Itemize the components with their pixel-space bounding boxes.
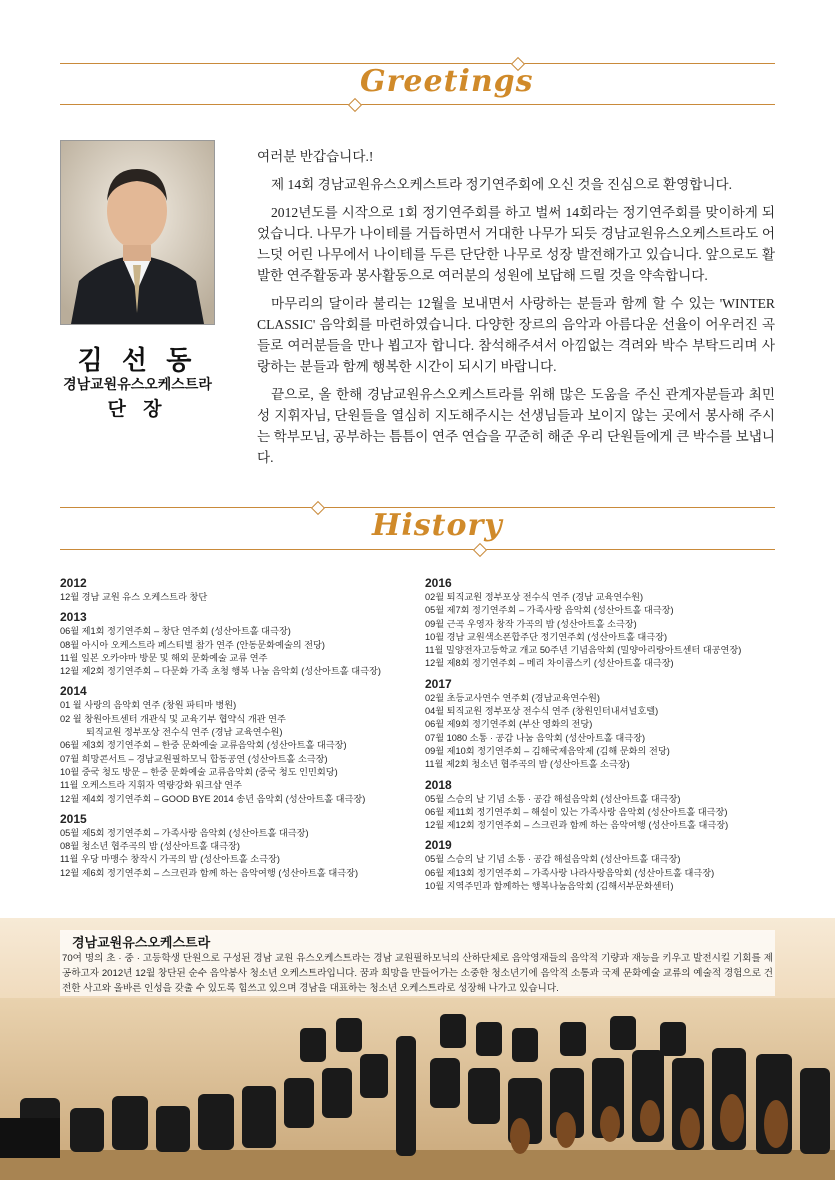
history-item: 05월 제5회 정기연주회 – 가족사랑 음악회 (성산아트홀 대극장): [60, 827, 309, 838]
greeting-paragraph: 제 14회 경남교원유스오케스트라 정기연주회에 오신 것을 진심으로 환영합니다.: [271, 177, 732, 192]
director-portrait: [60, 140, 215, 325]
greetings-bottom-rule: [60, 104, 775, 105]
history-item: 10월 중국 청도 방문 – 한중 문화예술 교류음악회 (중국 청도 인민회당): [60, 766, 338, 777]
history-item: 09월 제10회 정기연주회 – 김해국제음악제 (김해 문화의 전당): [425, 745, 670, 756]
history-year: 2017: [425, 676, 452, 691]
history-item: 08월 청소년 협주곡의 밤 (성산아트홀 대극장): [60, 841, 240, 852]
history-bottom-rule: [60, 549, 775, 550]
history-title: History: [372, 508, 503, 543]
history-item: 02월 초등교사연수 연주회 (경남교육연수원): [425, 692, 600, 703]
history-item: 11월 우당 마맹수 창작시 가곡의 밤 (성산아트홀 소극장): [60, 854, 280, 865]
history-item: 02 월 창원아트센터 개관식 및 교육기부 협약식 개관 연주: [60, 713, 286, 724]
history-item: 퇴직교원 정부포상 전수식 연주 (경남 교육연수원): [86, 727, 283, 738]
history-item: 02월 퇴직교원 정부포상 전수식 연주 (경남 교육연수원): [425, 592, 644, 602]
history-item: 07월 희망콘서트 – 경남교원필하모닉 합동공연 (성산아트홀 소극장): [60, 753, 328, 764]
diamond-ornament: [348, 98, 362, 112]
history-item: 06월 제3회 정기연주회 – 한중 문화예술 교류음악회 (성산아트홀 대극장): [60, 740, 347, 751]
diamond-ornament: [473, 543, 487, 557]
history-item: 12월 제12회 정기연주회 – 스크린과 함께 하는 음악여행 (성산아트홀 대극장): [425, 820, 729, 831]
greeting-paragraph: 2012년도를 시작으로 1회 정기연주회를 하고 벌써 14회라는 정기연주회를 맞이하게 되었습니다. 나무가 나이테를 거듭하면서 거대한 나무가 되듯 경남교원유스오케스트라도 어느덧 어린 나무에서 나이테를 두른 단단한 나무로 성장 발전해가고 있습니다. 앞으로도 활발한 연주활동과 봉사활동으로 여러분의 성원에 보답해 드릴 것을 약속합니다.: [257, 205, 775, 283]
history-item: 12월 경남 교원 유스 오케스트라 창단: [60, 592, 208, 602]
history-item: 07월 1080 소통 · 공감 나눔 음악회 (성산아트홀 대극장): [425, 732, 646, 743]
history-item: 12월 제2회 정기연주회 – 다문화 가족 초청 행복 나눔 음악회 (성산아트홀 대극장): [60, 666, 381, 677]
about-text: 70여 명의 초 · 중 · 고등학생 단원으로 구성된 경남 교원 유스오케스트라는 경남 교원필하모닉의 산하단체로 음악영재들의 음악적 기량과 재능을 키우고 발전시킬 기회를 제공하고자 2012년 12월 창단된 순수 음악봉사 청소년 오케스트라입니다. 꿈과 희망을 만들어가는 소중한 청소년기에 음악적 소통과 국제 문화예술 교류의 예술적 경험으로 건전한 사고와 올바른 인성을 갖출 수 있도록 힘쓰고 있으며 경남을 대표하는 청소년 오케스트라로 성장해 나가고 있습니다.: [62, 953, 773, 994]
history-item: 06월 제9회 정기연주회 (부산 영화의 전당): [425, 719, 593, 730]
director-organization: 경남교원유스오케스트라: [63, 376, 212, 392]
history-left-column: [60, 576, 420, 880]
history-item: 11월 밀양전자고등학교 개교 50주년 기념음악회 (밀양아리랑아트센터 대공연장): [425, 645, 742, 656]
about-title: 경남교원유스오케스트라: [72, 935, 211, 950]
history-item: 08월 아시아 오케스트라 페스티벌 참가 연주 (안동문화예술의 전당): [60, 639, 325, 650]
history-year: 2018: [425, 777, 452, 792]
history-item: 01 월 사랑의 음악회 연주 (창원 파티마 병원): [60, 700, 237, 711]
history-item: 12월 제4회 정기연주회 – GOOD BYE 2014 송년 음악회 (성산아트홀 대극장): [60, 793, 366, 804]
greeting-paragraph: 여러분 반갑습니다.!: [257, 149, 374, 164]
history-item: 06월 제1회 정기연주회 – 창단 연주회 (성산아트홀 대극장): [60, 626, 291, 637]
history-item: 04월 퇴직교원 정부포상 전수식 연주 (창원인터내셔널호텔): [425, 706, 659, 717]
history-item: 05월 스승의 날 기념 소통 · 공감 해설음악회 (성산아트홀 대극장): [425, 793, 681, 804]
history-item: 12월 제6회 정기연주회 – 스크린과 함께 하는 음악여행 (성산아트홀 대극장): [60, 867, 359, 878]
history-item: 11월 오케스트라 지휘자 역량강화 워크샵 연주: [60, 780, 243, 791]
history-item: 05월 제7회 정기연주회 – 가족사랑 음악회 (성산아트홀 대극장): [425, 605, 674, 616]
history-year: 2019: [425, 838, 452, 853]
history-item: 06월 제11회 정기연주회 – 해설이 있는 가족사랑 음악회 (성산아트홀 대극장): [425, 806, 728, 817]
director-role: 단 장: [107, 399, 168, 420]
history-item: 11월 일본 오카야마 방문 및 해외 문화예술 교류 연주: [60, 652, 268, 663]
history-right-column: [425, 576, 775, 893]
history-item: 05월 스승의 날 기념 소통 · 공감 해설음악회 (성산아트홀 대극장): [425, 854, 681, 865]
history-item: 12월 제8회 정기연주회 – 메리 차이콥스키 (성산아트홀 대극장): [425, 658, 674, 669]
director-name: 김 선 동: [77, 345, 198, 375]
history-year: 2015: [60, 811, 87, 826]
greeting-paragraph: 마무리의 달이라 불리는 12월을 보내면서 사랑하는 분들과 함께 할 수 있는 'WINTER CLASSIC' 음악회를 마련하였습니다. 다양한 장르의 음악과 아름다운 선율이 어우러진 곡들로 여러분들을 만나 뵙고자 합니다. 참석해주셔서 아낌없는 격려와 박수 부탁드리며 사랑하는 분들과 함께 행복한 시간이 되시기 바랍니다.: [257, 296, 775, 374]
greetings-title: Greetings: [360, 64, 534, 99]
greeting-paragraph: 끝으로, 올 한해 경남교원유스오케스트라를 위해 많은 도움을 주신 관계자분들과 최민성 지휘자님, 단원들을 열심히 지도해주시는 선생님들과 보이지 않는 곳에서 봉사해 주시는 학부모님, 공부하는 틈틈이 연주 연습을 꾸준히 해준 우리 단원들에게 큰 박수를 보냅니다.: [257, 387, 775, 465]
history-year: 2013: [60, 610, 87, 625]
history-year: 2016: [425, 576, 452, 590]
history-item: 09월 근곡 우영자 창작 가곡의 밤 (성산아트홀 소극장): [425, 618, 637, 629]
diamond-ornament: [311, 501, 325, 515]
history-item: 10월 경남 교원색소폰합주단 정기연주회 (성산아트홀 대극장): [425, 631, 668, 642]
history-item: 10월 지역주민과 함께하는 행복나눔음악회 (김해서부문화센터): [425, 881, 674, 892]
history-year: 2014: [60, 684, 87, 699]
history-item: 11월 제2회 청소년 협주곡의 밤 (성산아트홀 소극장): [425, 759, 630, 770]
greeting-message: [257, 146, 775, 475]
history-year: 2012: [60, 576, 87, 590]
history-item: 06월 제13회 정기연주회 – 가족사랑 나라사랑음악회 (성산아트홀 대극장): [425, 867, 715, 878]
